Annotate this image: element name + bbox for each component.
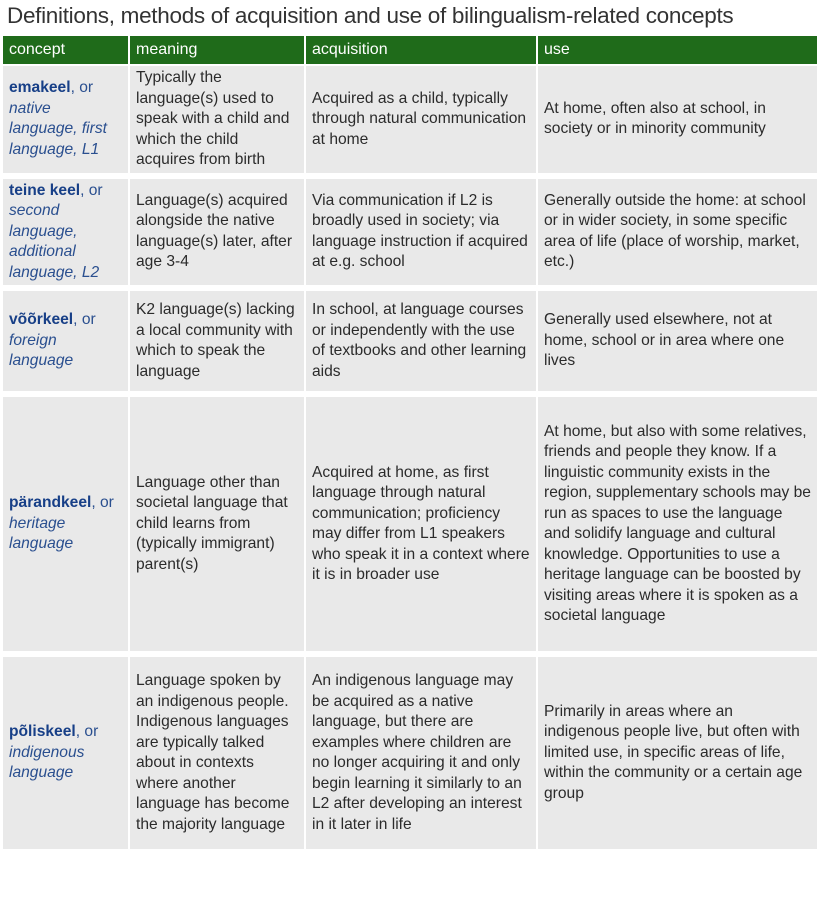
acquisition-cell: An indigenous language may be acquired as a native language, but there are examples where children are no longer acquiring it and only begin learning it similarly to an L2 after developing an interest in it later in life bbox=[306, 657, 538, 855]
header-row bbox=[3, 36, 817, 66]
table-row bbox=[3, 179, 817, 292]
table-row bbox=[3, 657, 817, 855]
concepts-table bbox=[3, 36, 817, 855]
use-cell: Generally used elsewhere, not at home, school or in area where one lives bbox=[538, 291, 817, 397]
page-title: Definitions, methods of acquisition and use of bilingualism-related concepts bbox=[7, 3, 734, 28]
meaning-cell: Language other than societal language that child learns from (typically immigrant) parent(s) bbox=[130, 397, 306, 657]
header-acquisition: acquisition bbox=[306, 36, 538, 66]
concept-cell: emakeel, or native language, first language, L1 bbox=[3, 66, 130, 179]
meaning-cell: Language(s) acquired alongside the native language(s) later, after age 3-4 bbox=[130, 179, 306, 292]
meaning-cell: Language spoken by an indigenous people. Indigenous languages are typically talked about in contexts where another language has become the majority language bbox=[130, 657, 306, 855]
concept-cell: põliskeel, or indigenous language bbox=[3, 657, 130, 855]
use-cell: Generally outside the home: at school or in wider society, in some specific area of life (place of worship, market, etc.) bbox=[538, 179, 817, 292]
estonian-term: pärandkeel bbox=[9, 494, 92, 512]
concept-cell: pärandkeel, or heritage language bbox=[3, 397, 130, 657]
concept-cell: teine keel, or second language, additional language, L2 bbox=[3, 179, 130, 292]
estonian-term: võõrkeel bbox=[9, 311, 74, 329]
use-cell: Primarily in areas where an indigenous people live, but often with limited use, in specific areas of life, within the community or a certain age group bbox=[538, 657, 817, 855]
header-meaning: meaning bbox=[130, 36, 306, 66]
english-term: second language, additional language, L2 bbox=[9, 202, 100, 281]
estonian-term: teine keel bbox=[9, 181, 81, 199]
acquisition-cell: Acquired as a child, typically through natural communication at home bbox=[306, 66, 538, 179]
table-row bbox=[3, 291, 817, 397]
meaning-cell: K2 language(s) lacking a local community with which to speak the language bbox=[130, 291, 306, 397]
english-term: native language, first language, L1 bbox=[9, 99, 107, 158]
english-term: heritage language bbox=[9, 514, 74, 553]
header-concept: concept bbox=[3, 36, 130, 66]
estonian-term: põliskeel bbox=[9, 723, 76, 741]
acquisition-cell: In school, at language courses or independently with the use of textbooks and other learning aids bbox=[306, 291, 538, 397]
table-row bbox=[3, 66, 817, 179]
acquisition-cell: Acquired at home, as first language through natural communication; proficiency may differ from L1 speakers who speak it in a context where it is in broader use bbox=[306, 397, 538, 657]
english-term: indigenous language bbox=[9, 743, 85, 782]
use-cell: At home, but also with some relatives, friends and people they know. If a linguistic community exists in the region, supplementary schools may be run as spaces to use the language and solidify language and cultural knowledge. Opportunities to use a heritage language can be boosted by visiting areas where it is spoken as a societal language bbox=[538, 397, 817, 657]
table-row bbox=[3, 397, 817, 657]
english-term: foreign language bbox=[9, 331, 74, 370]
meaning-cell: Typically the language(s) used to speak with a child and which the child acquires from birth bbox=[130, 66, 306, 179]
estonian-term: emakeel bbox=[9, 79, 71, 97]
header-use: use bbox=[538, 36, 817, 66]
acquisition-cell: Via communication if L2 is broadly used in society; via language instruction if acquired at e.g. school bbox=[306, 179, 538, 292]
concept-cell: võõrkeel, or foreign language bbox=[3, 291, 130, 397]
use-cell: At home, often also at school, in society or in minority community bbox=[538, 66, 817, 179]
